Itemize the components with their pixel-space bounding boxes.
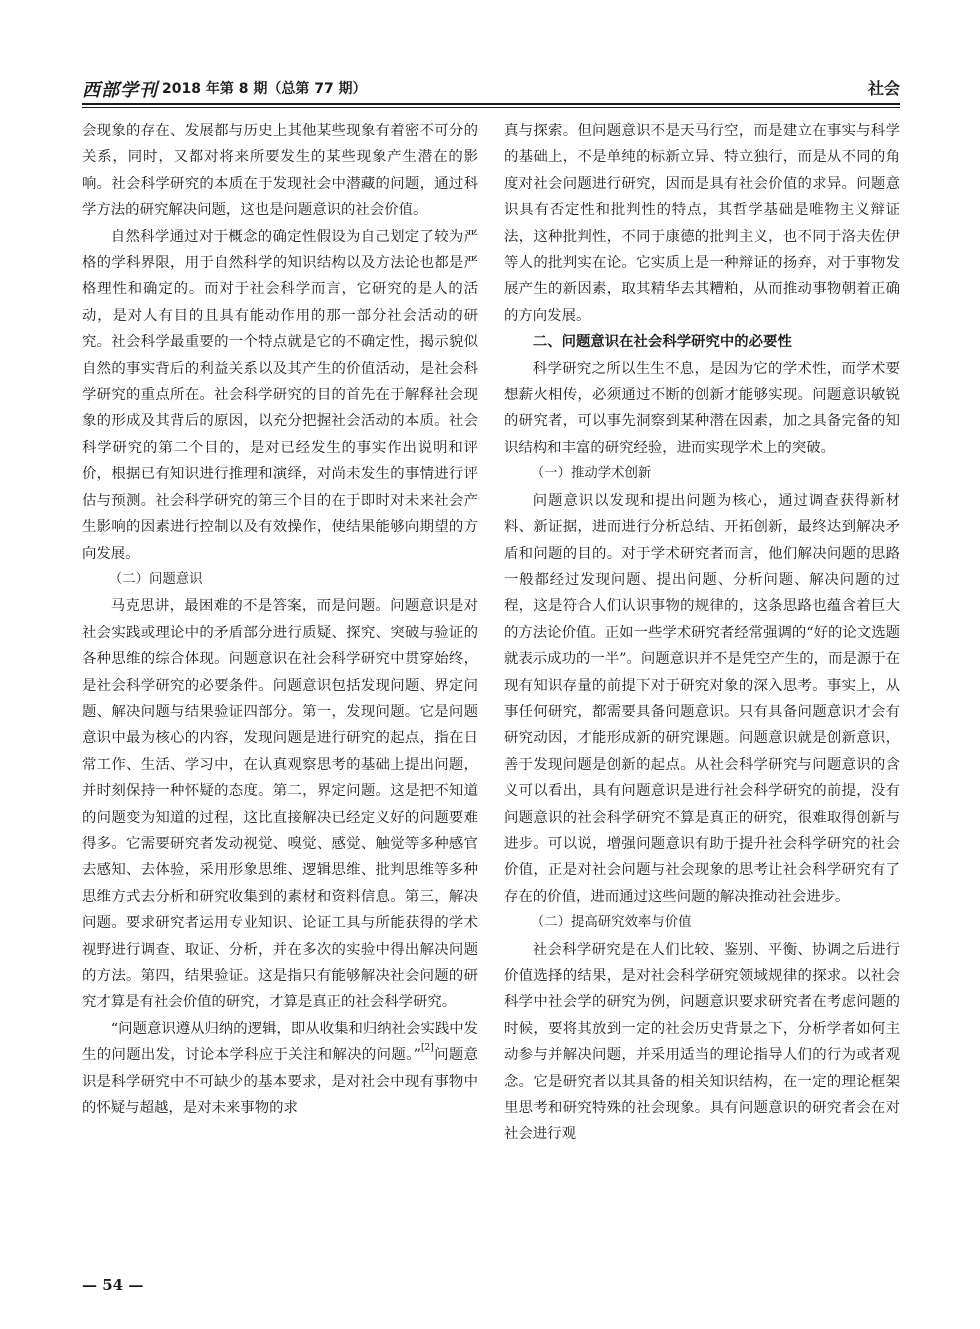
subsection-heading: （二）问题意识: [108, 571, 203, 587]
paragraph: 自然科学通过对于概念的确定性假设为自己划定了较为严格的学科界限，用于自然科学的知识结构以及方法论也都是严格理性和确定的。而对于社会科学而言，它研究的是人的活动，是对人有目的且具有能动作用的那一部分社会活动的研究。社会科学最重要的一个特点就是它的不确定性，揭示貌似自然的事实背后的利益关系以及其产生的价值活动，是社会科学研究的重点所在。社会科学研究的目的首先在于解释社会现象的形成及其背后的原因，以充分把握社会活动的本质。社会科学研究的第二个目的，是对已经发生的事实作出说明和评价，根据已有知识进行推理和演绎，对尚未发生的事情进行评估与预测。社会科学研究的第三个目的在于即时对未来社会产生影响的因素进行控制以及有效操作，使结果能够向期望的方向发展。: [82, 228, 478, 562]
paragraph: 问题意识以发现和提出问题为核心，通过调查获得新材料、新证据，进而进行分析总结、开拓创新，最终达到解决矛盾和问题的目的。对于学术研究者而言，他们解决问题的思路一般都经过发现问题、提出问题、分析问题、解决问题的过程，这是符合人们认识事物的规律的，这条思路也蕴含着巨大的方法论价值。正如一些学术研究者经常强调的“好的论文选题就表示成功的一半”。问题意识并不是凭空产生的，而是源于在现有知识存量的前提下对于研究对象的深入思考。事实上，从事任何研究，都需要具备问题意识。只有具备问题意识才会有研究动因，才能形成新的研究课题。问题意识就是创新意识，善于发现问题是创新的起点。从社会科学研究与问题意识的含义可以看出，具有问题意识是进行社会科学研究的前提，没有问题意识的社会科学研究不算是真正的研究，很难取得创新与进步。可以说，增强问题意识有助于提升社会科学研究的社会价值，正是对社会问题与社会现象的思考让社会科学研究有了存在的价值，进而通过这些问题的解决推动社会进步。: [504, 492, 900, 905]
citation-ref: [2]: [421, 1043, 434, 1054]
paragraph: 马克思讲，最困难的不是答案，而是问题。问题意识是对社会实践或理论中的矛盾部分进行质疑、探究、突破与验证的各种思维的综合体现。问题意识在社会科学研究中贯穿始终，是社会科学研究的必要条件。问题意识包括发现问题、界定问题、解决问题与结果验证四部分。第一，发现问题。它是问题意识中最为核心的内容，发现问题是进行研究的起点，指在日常工作、生活、学习中，在认真观察思考的基础上提出问题，并时刻保持一种怀疑的态度。第二，界定问题。这是把不知道的问题变为知道的过程，这比直接解决已经定义好的问题要难得多。它需要研究者发动视觉、嗅觉、感觉、触觉等多种感官去感知、去体验，采用形象思维、逻辑思维、批判思维等多种思维方式去分析和研究收集到的素材和资料信息。第三，解决问题。要求研究者运用专业知识、论证工具与所能获得的学术视野进行调查、取证、分析，并在多次的实验中得出解决问题的方法。第四，结果验证。这是指只有能够解决社会问题的研究才算是有社会价值的研究，才算是真正的社会科学研究。: [82, 598, 478, 1011]
paragraph: 科学研究之所以生生不息，是因为它的学术性，而学术要想薪火相传，必须通过不断的创新才能够实现。问题意识敏锐的研究者，可以事先洞察到某种潜在因素，加之具备完备的知识结构和丰富的研究经验，进而实现学术上的突破。: [504, 360, 900, 456]
subsection-heading: （二）提高研究效率与价值: [530, 915, 692, 931]
section-heading: 二、问题意识在社会科学研究中的必要性: [532, 334, 792, 351]
left-column: [82, 118, 478, 1268]
paragraph: 社会科学研究是在人们比较、鉴别、平衡、协调之后进行价值选择的结果，是对社会科学研究领域规律的探求。以社会科学中社会学的研究为例，问题意识要求研究者在考虑问题的时候，要将其放到一定的社会历史背景之下，分析学者如何主动参与并解决问题，并采用适当的理论指导人们的行为或者观念。它是研究者以其具备的相关知识结构，在一定的理论框架里思考和研究特殊的社会现象。具有问题意识的研究者会在对社会进行观: [504, 941, 900, 1143]
paragraph-text: 问题意识是科学研究中不可缺少的基本要求，是对社会中现有事物中的怀疑与超越，是对未来事物的求: [82, 1047, 478, 1117]
right-column: [504, 118, 900, 1268]
page-header: [82, 74, 900, 104]
subsection-heading: （一）推动学术创新: [530, 466, 652, 482]
paragraph: 真与探索。但问题意识不是天马行空，而是建立在事实与科学的基础上，不是单纯的标新立异、特立独行，而是从不同的角度对社会问题进行研究，因而是具有社会价值的求异。问题意识具有否定性和批判性的特点，其哲学基础是唯物主义辩证法，这种批判性，不同于康德的批判主义，也不同于洛夫佐伊等人的批判实在论。它实质上是一种辩证的扬弃，对于事物发展产生的新因素，取其精华去其糟粕，从而推动事物朝着正确的方向发展。: [504, 123, 900, 324]
journal-name: 西部学刊: [82, 80, 158, 101]
page-number: — 54 —: [82, 1276, 144, 1294]
section-name: 社会: [867, 79, 900, 98]
header-rule-thin: [82, 107, 900, 108]
quote-text: “问题意识遵从归纳的逻辑，即从收集和归纳社会实践中发生的问题出发，讨论本学科应于关注和解决的问题。”: [82, 1020, 478, 1064]
issue-info: 2018 年第 8 期（总第 77 期）: [162, 81, 367, 97]
paragraph-with-citation: [82, 1016, 478, 1122]
paragraph: 会现象的存在、发展都与历史上其他某些现象有着密不可分的关系，同时，又都对将来所要发生的某些现象产生潜在的影响。社会科学研究的本质在于发现社会中潜藏的问题，通过科学方法的研究解决问题，这也是问题意识的社会价值。: [82, 123, 478, 219]
header-rule-thick: [82, 103, 900, 105]
